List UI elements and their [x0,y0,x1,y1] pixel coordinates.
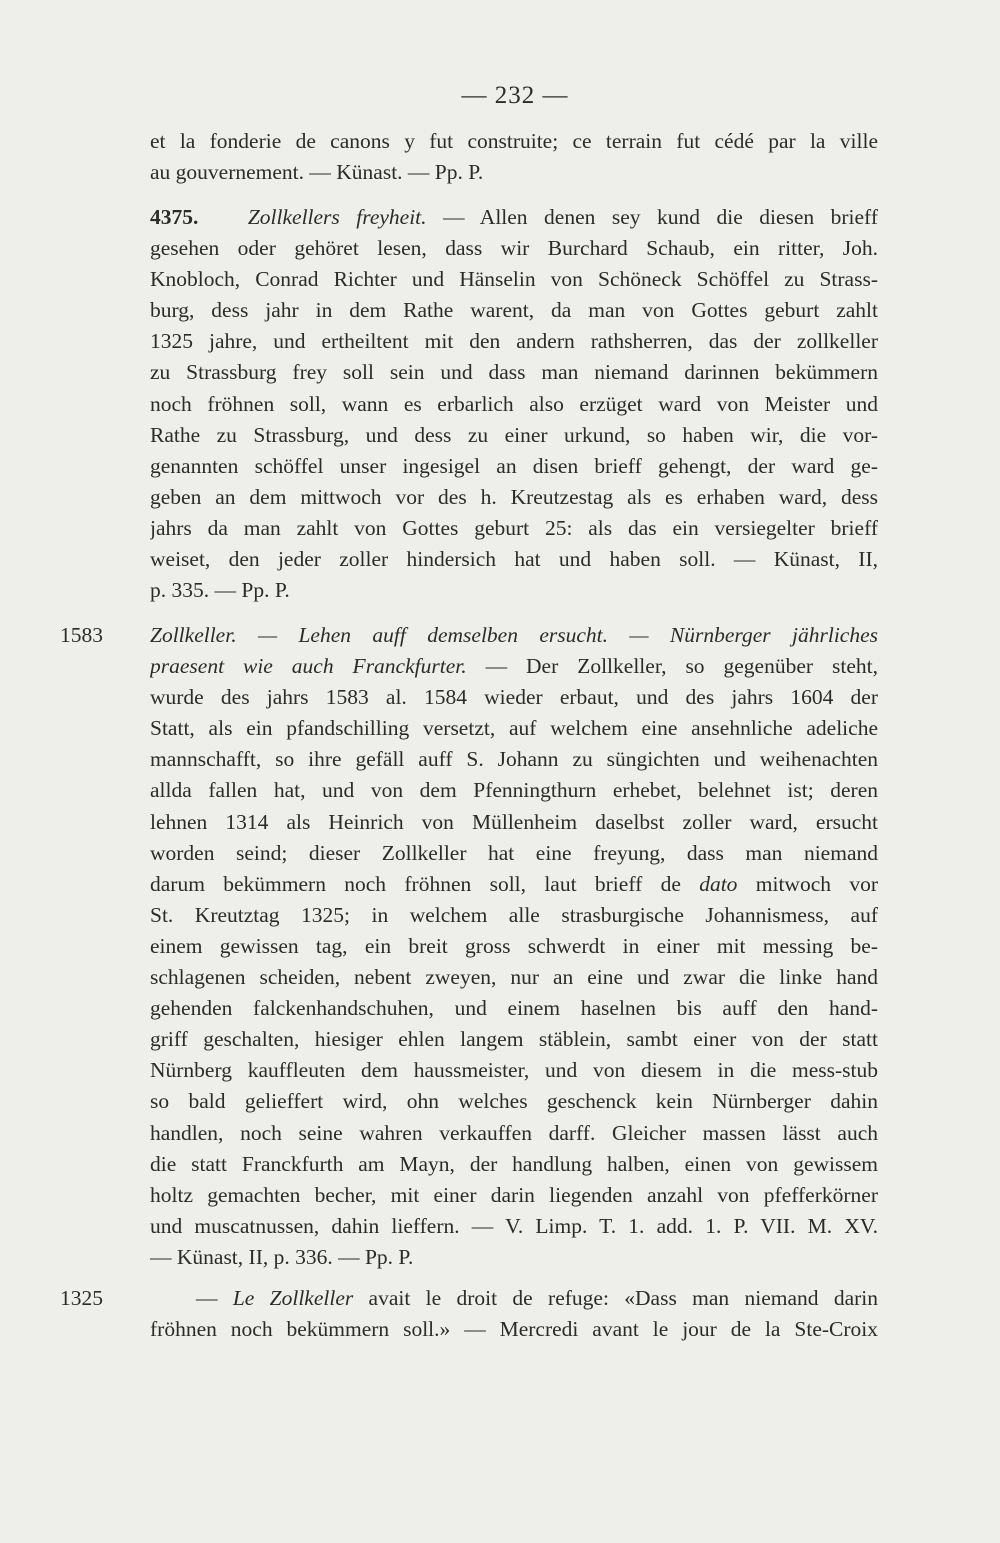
text-line: mannschafft, so ihre gefäll auff S. Johann zu süngichten und weihenachten [150,747,878,772]
dato-word: dato [699,871,738,896]
text-line: zu Strassburg frey soll sein und dass man niemand darinnen bekümmern [150,360,878,385]
entry-text: — Der Zollkeller, so gegenüber steht, [466,654,878,679]
text-line: geben an dem mittwoch vor des h. Kreutzestag als es erhaben ward, dess [150,484,878,509]
entry-refuge [150,1283,878,1345]
dash: — [195,1286,233,1310]
page-number: — 232 — [461,82,569,109]
text-line: griff geschalten, hiesiger ehlen langem stäblein, sambt einer von der statt [150,1027,878,1052]
entry-number: 4375. [150,205,199,229]
text-line: die statt Franckfurth am Mayn, der handlung halben, einen von gewissem [150,1151,878,1176]
text-line: holtz gemachten becher, mit einer darin liegenden anzahl von pfefferkörner [150,1182,878,1207]
entry-text: — Allen denen sey kund die diesen brieff [426,205,878,229]
margin-year: 1583 [60,623,103,647]
text-line: Rathe zu Strassburg, und dess zu einer urkund, so haben wir, die vor- [150,422,878,447]
text-segment: darum bekümmern noch fröhnen soll, laut brieff de [150,871,700,896]
text-line: Knobloch, Conrad Richter und Hänselin von Schöneck Schöffel zu Strass- [150,267,878,292]
entry-zollkeller [150,620,878,1273]
entry-heading-line [150,651,878,682]
text-line: so bald gelieffert wird, ohn welches geschenck kein Nürnberger dahin [150,1089,878,1114]
entry-text: avait le droit de refuge: «Dass man niemand darin [353,1286,878,1310]
text-line: fröhnen noch bekümmern soll.» — Mercredi avant le jour de la Ste-Croix [150,1317,878,1342]
text-line: genannten schöffel unser ingesigel an disen brieff gehengt, der ward ge- [150,453,878,478]
entry-title: praesent wie auch Franckfurter. [150,654,467,679]
text-line: Nürnberg kauffleuten dem haussmeister, und von diesem in die mess-stub [150,1058,878,1083]
text-line: jahrs da man zahlt von Gottes geburt 25: als das ein versiegelter brieff [150,515,878,540]
text-line: wurde des jahrs 1583 al. 1584 wieder erbaut, und des jahrs 1604 der [150,685,878,710]
text-line: lehnen 1314 als Heinrich von Müllenheim daselbst zoller ward, ersucht [150,809,878,834]
text-line: St. Kreutztag 1325; in welchem alle strasburgische Johannismess, auf [150,902,878,927]
entry-title: Zollkellers freyheit. [247,205,427,229]
text-line: p. 335. — Pp. P. [150,578,290,603]
margin-year: 1325 [60,1286,103,1310]
text-line: — Künast, II, p. 336. — Pp. P. [150,1244,414,1269]
text-line: 1325 jahre, und ertheiltent mit den andern rathsherren, das der zollkeller [150,329,878,354]
text-line: weiset, den jeder zoller hindersich hat und haben soll. — Künast, II, [150,547,878,572]
paragraph-continuation [150,126,878,188]
text-line: worden seind; dieser Zollkeller hat eine freyung, dass man niemand [150,840,878,865]
text-line: au gouvernement. — Künast. — Pp. P. [150,160,484,185]
text-line: gesehen oder gehöret lesen, dass wir Burchard Schaub, ein ritter, Joh. [150,236,878,261]
text-line: handlen, noch seine wahren verkauffen darff. Gleicher massen lässt auch [150,1120,878,1145]
text-segment: mitwoch vor [737,871,878,896]
entry-heading-line [150,202,878,233]
dato-line [150,869,878,900]
text-line: Statt, als ein pfandschilling versetzt, auf welchem eine ansehnliche adeliche [150,716,878,741]
text-line: gehenden falckenhandschuhen, und einem haselnen bis auff den hand- [150,996,878,1021]
text-line: et la fonderie de canons y fut construite; ce terrain fut cédé par la ville [150,129,878,153]
entry-heading-line [150,1283,878,1314]
text-line: schlagenen scheiden, nebent zweyen, nur an eine und zwar die linke hand [150,965,878,990]
text-line: und muscatnussen, dahin lieffern. — V. Limp. T. 1. add. 1. P. VII. M. XV. [150,1213,878,1238]
entry-title: Le Zollkeller [232,1286,354,1310]
text-line: einem gewissen tag, ein breit gross schwerdt in einer mit messing be- [150,933,878,958]
text-line: burg, dess jahr in dem Rathe warent, da man von Gottes geburt zahlt [150,298,878,323]
entry-title-line: Zollkeller. — Lehen auff demselben ersucht. — Nürnberger jährliches [150,623,878,647]
entry-4375 [150,202,878,606]
text-line: allda fallen hat, und von dem Pfenningthurn erhebet, belehnet ist; deren [150,778,878,803]
text-line: noch fröhnen soll, wann es erbarlich also erzüget ward von Meister und [150,391,878,416]
